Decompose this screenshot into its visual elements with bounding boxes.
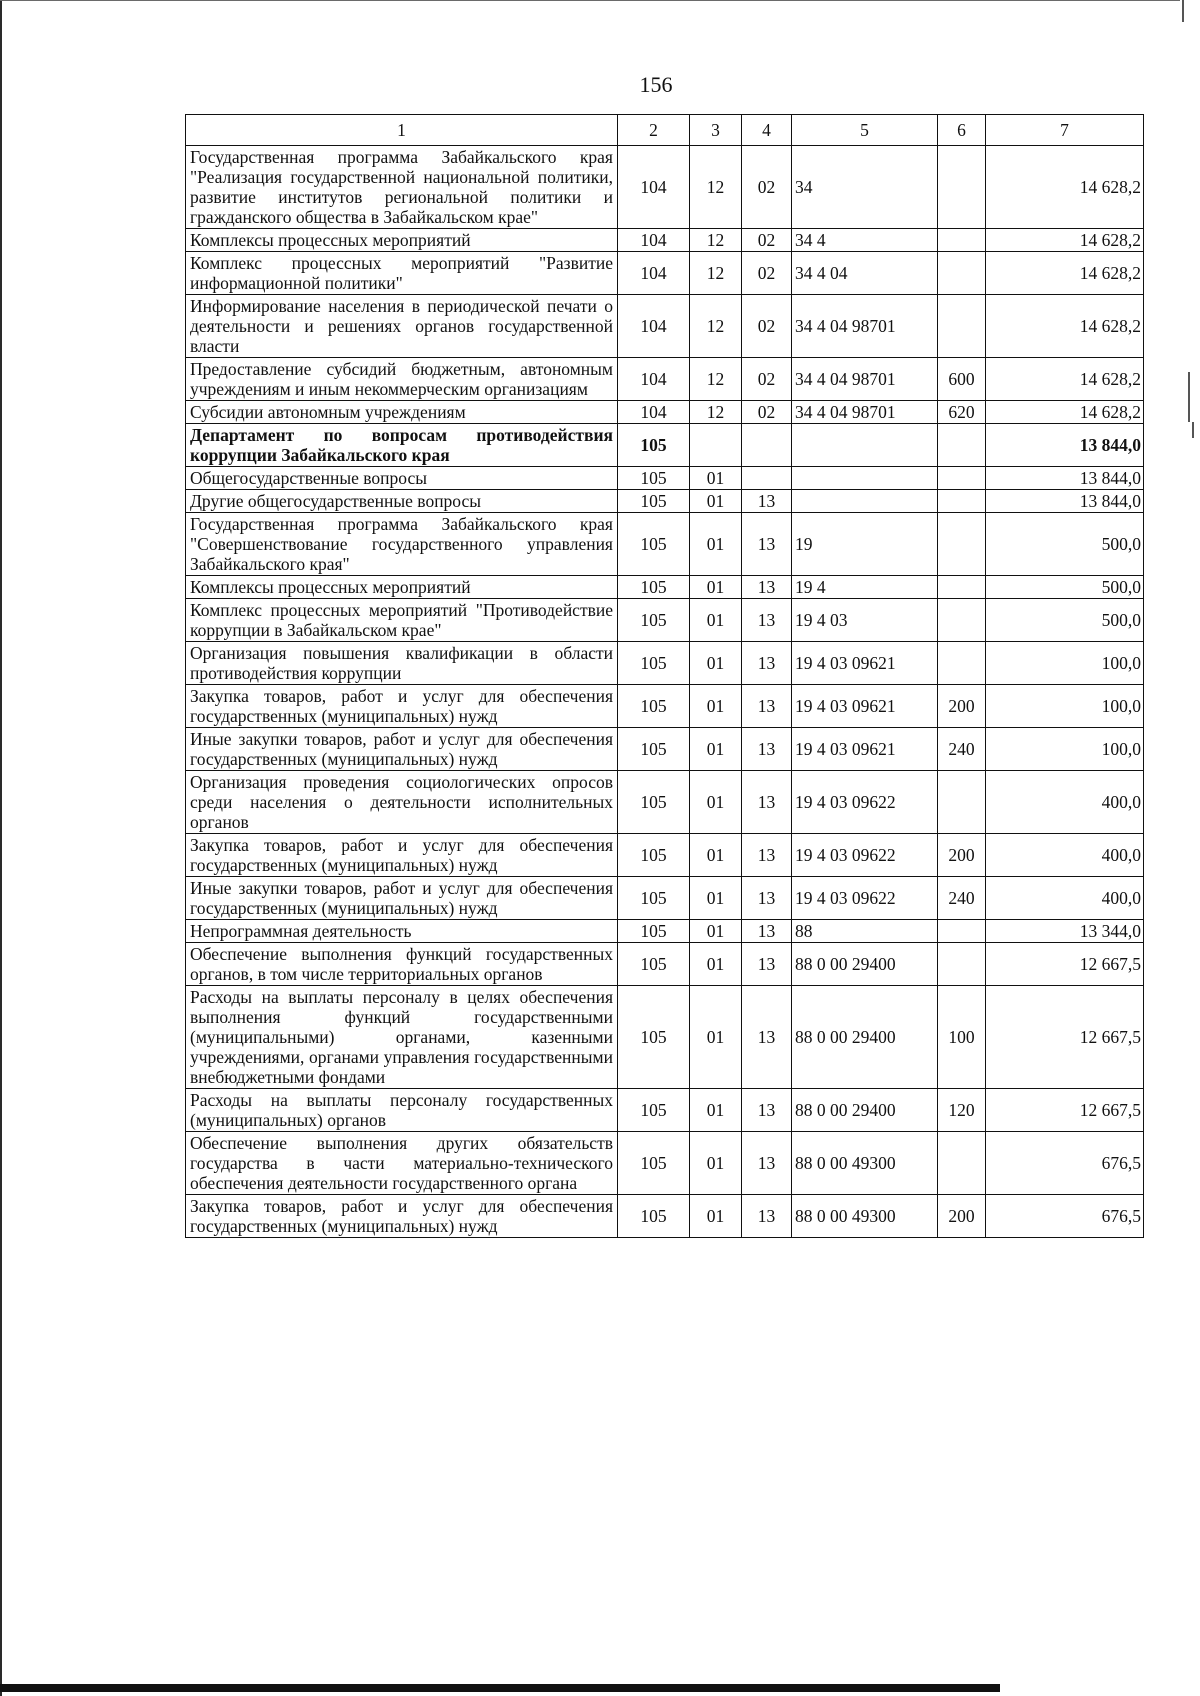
table-row (186, 920, 1144, 943)
row-pr-cell: 13 (742, 1132, 792, 1195)
row-pr-cell: 13 (742, 599, 792, 642)
row-pr-cell: 13 (742, 513, 792, 576)
row-grbs-cell: 105 (618, 642, 690, 685)
row-vr-cell (938, 513, 986, 576)
row-pr-cell (742, 424, 792, 467)
row-sum-cell: 100,0 (986, 685, 1144, 728)
row-name-cell: Комплексы процессных мероприятий (186, 229, 618, 252)
row-grbs-cell: 105 (618, 1195, 690, 1238)
row-sum-cell: 676,5 (986, 1195, 1144, 1238)
row-pr-cell: 13 (742, 920, 792, 943)
row-grbs-cell: 105 (618, 834, 690, 877)
table-row (186, 1195, 1144, 1238)
row-rz-cell: 12 (690, 229, 742, 252)
scan-right-mark (1188, 372, 1190, 422)
row-csr-cell: 34 4 (792, 229, 938, 252)
row-rz-cell: 12 (690, 401, 742, 424)
row-rz-cell: 01 (690, 467, 742, 490)
column-header: 2 (618, 115, 690, 146)
row-vr-cell: 200 (938, 834, 986, 877)
row-rz-cell: 01 (690, 986, 742, 1089)
row-sum-cell: 14 628,2 (986, 358, 1144, 401)
row-sum-cell: 400,0 (986, 834, 1144, 877)
row-grbs-cell: 104 (618, 229, 690, 252)
row-sum-cell: 14 628,2 (986, 229, 1144, 252)
row-vr-cell (938, 424, 986, 467)
budget-table (185, 114, 1144, 1238)
row-csr-cell: 19 4 03 09622 (792, 877, 938, 920)
row-sum-cell: 13 844,0 (986, 424, 1144, 467)
row-csr-cell: 34 4 04 98701 (792, 401, 938, 424)
table-row (186, 642, 1144, 685)
row-name-cell: Организация проведения социологических опросов среди населения о деятельности исполнительных органов (186, 771, 618, 834)
row-rz-cell: 01 (690, 513, 742, 576)
row-name-cell: Общегосударственные вопросы (186, 467, 618, 490)
row-csr-cell: 19 (792, 513, 938, 576)
row-grbs-cell: 105 (618, 1132, 690, 1195)
row-pr-cell: 13 (742, 642, 792, 685)
row-csr-cell (792, 490, 938, 513)
row-sum-cell: 500,0 (986, 576, 1144, 599)
row-vr-cell (938, 295, 986, 358)
row-grbs-cell: 105 (618, 599, 690, 642)
table-row (186, 834, 1144, 877)
row-rz-cell: 01 (690, 685, 742, 728)
row-grbs-cell: 105 (618, 728, 690, 771)
column-header: 7 (986, 115, 1144, 146)
row-csr-cell: 88 0 00 29400 (792, 943, 938, 986)
row-grbs-cell: 105 (618, 685, 690, 728)
row-csr-cell: 34 4 04 (792, 252, 938, 295)
row-pr-cell: 13 (742, 728, 792, 771)
column-header: 5 (792, 115, 938, 146)
row-pr-cell: 02 (742, 146, 792, 229)
scan-left-edge (0, 0, 2, 1696)
row-vr-cell: 120 (938, 1089, 986, 1132)
row-sum-cell: 500,0 (986, 599, 1144, 642)
table-header-row (186, 115, 1144, 146)
row-csr-cell: 34 4 04 98701 (792, 295, 938, 358)
row-sum-cell: 13 844,0 (986, 490, 1144, 513)
row-rz-cell: 01 (690, 1195, 742, 1238)
row-sum-cell: 14 628,2 (986, 295, 1144, 358)
row-sum-cell: 14 628,2 (986, 146, 1144, 229)
row-vr-cell (938, 771, 986, 834)
row-csr-cell: 19 4 (792, 576, 938, 599)
row-name-cell: Информирование населения в периодической печати о деятельности и решениях органов государственной власти (186, 295, 618, 358)
row-rz-cell: 01 (690, 1089, 742, 1132)
row-vr-cell: 100 (938, 986, 986, 1089)
row-name-cell: Иные закупки товаров, работ и услуг для обеспечения государственных (муниципальных) нужд (186, 877, 618, 920)
row-grbs-cell: 104 (618, 401, 690, 424)
table-row (186, 252, 1144, 295)
row-rz-cell: 01 (690, 1132, 742, 1195)
row-csr-cell: 88 0 00 49300 (792, 1195, 938, 1238)
table-row (186, 877, 1144, 920)
row-csr-cell: 34 (792, 146, 938, 229)
row-vr-cell (938, 1132, 986, 1195)
row-csr-cell: 88 0 00 29400 (792, 986, 938, 1089)
row-sum-cell: 676,5 (986, 1132, 1144, 1195)
row-grbs-cell: 105 (618, 424, 690, 467)
row-name-cell: Комплекс процессных мероприятий "Развитие информационной политики" (186, 252, 618, 295)
row-vr-cell: 240 (938, 877, 986, 920)
row-vr-cell (938, 229, 986, 252)
row-grbs-cell: 104 (618, 295, 690, 358)
row-pr-cell: 13 (742, 576, 792, 599)
table-row (186, 146, 1144, 229)
row-pr-cell: 02 (742, 401, 792, 424)
row-name-cell: Обеспечение выполнения других обязательств государства в части материально-технического обеспечения деятельности государственного органа (186, 1132, 618, 1195)
row-sum-cell: 14 628,2 (986, 252, 1144, 295)
row-rz-cell: 01 (690, 642, 742, 685)
row-csr-cell: 19 4 03 09621 (792, 642, 938, 685)
table-row (186, 1089, 1144, 1132)
row-vr-cell: 620 (938, 401, 986, 424)
row-sum-cell: 100,0 (986, 642, 1144, 685)
row-name-cell: Субсидии автономным учреждениям (186, 401, 618, 424)
row-sum-cell: 100,0 (986, 728, 1144, 771)
table-row (186, 467, 1144, 490)
row-grbs-cell: 104 (618, 358, 690, 401)
row-sum-cell: 14 628,2 (986, 401, 1144, 424)
row-rz-cell: 12 (690, 252, 742, 295)
row-csr-cell: 88 0 00 49300 (792, 1132, 938, 1195)
row-vr-cell (938, 920, 986, 943)
row-pr-cell: 13 (742, 1089, 792, 1132)
row-grbs-cell: 105 (618, 490, 690, 513)
row-vr-cell (938, 599, 986, 642)
row-sum-cell: 400,0 (986, 877, 1144, 920)
table-row (186, 728, 1144, 771)
row-sum-cell: 12 667,5 (986, 943, 1144, 986)
row-vr-cell: 600 (938, 358, 986, 401)
row-rz-cell (690, 424, 742, 467)
row-pr-cell: 02 (742, 229, 792, 252)
row-csr-cell: 19 4 03 09622 (792, 771, 938, 834)
row-grbs-cell: 105 (618, 771, 690, 834)
row-pr-cell (742, 467, 792, 490)
column-header: 6 (938, 115, 986, 146)
row-name-cell: Обеспечение выполнения функций государственных органов, в том числе территориальных органов (186, 943, 618, 986)
row-csr-cell (792, 424, 938, 467)
row-pr-cell: 13 (742, 490, 792, 513)
row-sum-cell: 13 844,0 (986, 467, 1144, 490)
table-row (186, 685, 1144, 728)
row-name-cell: Закупка товаров, работ и услуг для обеспечения государственных (муниципальных) нужд (186, 1195, 618, 1238)
row-pr-cell: 13 (742, 771, 792, 834)
row-pr-cell: 13 (742, 943, 792, 986)
row-sum-cell: 12 667,5 (986, 986, 1144, 1089)
row-grbs-cell: 105 (618, 986, 690, 1089)
row-rz-cell: 01 (690, 877, 742, 920)
row-name-cell: Департамент по вопросам противодействия коррупции Забайкальского края (186, 424, 618, 467)
row-grbs-cell: 105 (618, 467, 690, 490)
table-row (186, 599, 1144, 642)
scan-right-mark (1182, 0, 1184, 22)
row-pr-cell: 13 (742, 986, 792, 1089)
row-name-cell: Иные закупки товаров, работ и услуг для обеспечения государственных (муниципальных) нужд (186, 728, 618, 771)
row-grbs-cell: 105 (618, 920, 690, 943)
page-number: 156 (639, 72, 673, 97)
row-vr-cell (938, 642, 986, 685)
table-row (186, 401, 1144, 424)
row-rz-cell: 12 (690, 146, 742, 229)
row-rz-cell: 01 (690, 771, 742, 834)
table-row (186, 513, 1144, 576)
table-row (186, 490, 1144, 513)
row-name-cell: Комплекс процессных мероприятий "Противодействие коррупции в Забайкальском крае" (186, 599, 618, 642)
row-pr-cell: 13 (742, 1195, 792, 1238)
row-sum-cell: 400,0 (986, 771, 1144, 834)
row-grbs-cell: 105 (618, 1089, 690, 1132)
table-row (186, 229, 1144, 252)
row-rz-cell: 01 (690, 576, 742, 599)
row-name-cell: Государственная программа Забайкальского края "Реализация государственной национальной политики, развитие институтов региональной политики и гражданского общества в Забайкальском крае" (186, 146, 618, 229)
row-vr-cell (938, 252, 986, 295)
row-grbs-cell: 105 (618, 576, 690, 599)
row-name-cell: Закупка товаров, работ и услуг для обеспечения государственных (муниципальных) нужд (186, 834, 618, 877)
row-csr-cell: 19 4 03 09621 (792, 728, 938, 771)
row-pr-cell: 13 (742, 834, 792, 877)
row-sum-cell: 500,0 (986, 513, 1144, 576)
column-header: 4 (742, 115, 792, 146)
row-grbs-cell: 105 (618, 513, 690, 576)
row-vr-cell: 240 (938, 728, 986, 771)
row-vr-cell: 200 (938, 1195, 986, 1238)
row-vr-cell (938, 467, 986, 490)
row-vr-cell (938, 943, 986, 986)
table-row (186, 943, 1144, 986)
table-row (186, 358, 1144, 401)
table-row (186, 1132, 1144, 1195)
row-name-cell: Государственная программа Забайкальского края "Совершенствование государственного управления Забайкальского края" (186, 513, 618, 576)
table-row (186, 986, 1144, 1089)
row-csr-cell: 19 4 03 (792, 599, 938, 642)
scan-top-edge (0, 0, 1180, 1)
row-csr-cell: 34 4 04 98701 (792, 358, 938, 401)
row-name-cell: Расходы на выплаты персоналу в целях обеспечения выполнения функций государственными (муниципальными) органами, казенными учреждениями, органами управления государственными внебюджетными фондами (186, 986, 618, 1089)
row-name-cell: Комплексы процессных мероприятий (186, 576, 618, 599)
row-pr-cell: 13 (742, 685, 792, 728)
row-csr-cell: 88 0 00 29400 (792, 1089, 938, 1132)
row-pr-cell: 02 (742, 295, 792, 358)
row-grbs-cell: 104 (618, 252, 690, 295)
table-row (186, 295, 1144, 358)
column-header: 1 (186, 115, 618, 146)
row-rz-cell: 01 (690, 943, 742, 986)
row-vr-cell: 200 (938, 685, 986, 728)
row-name-cell: Предоставление субсидий бюджетным, автономным учреждениям и иным некоммерческим организациям (186, 358, 618, 401)
row-name-cell: Другие общегосударственные вопросы (186, 490, 618, 513)
row-name-cell: Непрограммная деятельность (186, 920, 618, 943)
row-grbs-cell: 104 (618, 146, 690, 229)
row-csr-cell: 19 4 03 09621 (792, 685, 938, 728)
row-rz-cell: 01 (690, 599, 742, 642)
row-rz-cell: 12 (690, 358, 742, 401)
row-csr-cell: 88 (792, 920, 938, 943)
row-name-cell: Закупка товаров, работ и услуг для обеспечения государственных (муниципальных) нужд (186, 685, 618, 728)
row-rz-cell: 01 (690, 490, 742, 513)
scan-right-mark (1192, 422, 1194, 438)
row-grbs-cell: 105 (618, 877, 690, 920)
row-rz-cell: 01 (690, 920, 742, 943)
row-pr-cell: 02 (742, 358, 792, 401)
row-vr-cell (938, 576, 986, 599)
row-csr-cell: 19 4 03 09622 (792, 834, 938, 877)
row-vr-cell (938, 146, 986, 229)
table-row (186, 771, 1144, 834)
row-grbs-cell: 105 (618, 943, 690, 986)
table-row (186, 576, 1144, 599)
row-rz-cell: 01 (690, 728, 742, 771)
column-header: 3 (690, 115, 742, 146)
scan-bottom-bar (0, 1684, 1000, 1692)
row-pr-cell: 13 (742, 877, 792, 920)
row-name-cell: Организация повышения квалификации в области противодействия коррупции (186, 642, 618, 685)
row-sum-cell: 13 344,0 (986, 920, 1144, 943)
row-rz-cell: 12 (690, 295, 742, 358)
row-rz-cell: 01 (690, 834, 742, 877)
row-pr-cell: 02 (742, 252, 792, 295)
row-sum-cell: 12 667,5 (986, 1089, 1144, 1132)
row-name-cell: Расходы на выплаты персоналу государственных (муниципальных) органов (186, 1089, 618, 1132)
table-row (186, 424, 1144, 467)
row-csr-cell (792, 467, 938, 490)
row-vr-cell (938, 490, 986, 513)
